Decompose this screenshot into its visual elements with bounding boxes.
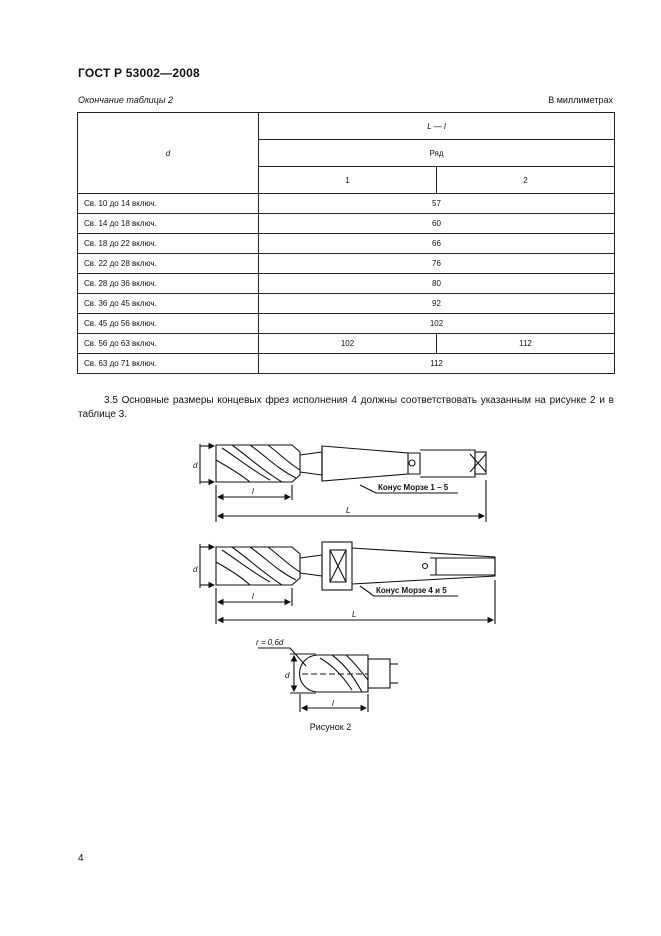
cell-d: Св. 56 до 63 включ. [78, 334, 259, 354]
label-l-3: l [332, 699, 334, 708]
header-d: d [78, 113, 259, 194]
cell-value-row2: 112 [437, 334, 615, 354]
label-l-2: l [252, 592, 254, 601]
table-units: В миллиметрах [548, 95, 613, 105]
header-row-1: 1 [259, 167, 437, 194]
label-d-2: d [193, 565, 198, 574]
table-row [78, 254, 615, 274]
cell-d: Св. 63 до 71 включ. [78, 354, 259, 374]
table-row [78, 234, 615, 254]
label-radius: r = 0,6d [256, 638, 284, 647]
cell-value: 66 [259, 234, 615, 254]
table-row [78, 354, 615, 374]
cell-value-row1: 102 [259, 334, 437, 354]
cell-value: 57 [259, 194, 615, 214]
figure-caption: Рисунок 2 [309, 722, 352, 732]
cell-d: Св. 18 до 22 включ. [78, 234, 259, 254]
label-cone-1-5: Конус Морзе 1 – 5 [378, 483, 449, 492]
label-l-1: l [252, 487, 254, 496]
cell-d: Св. 14 до 18 включ. [78, 214, 259, 234]
table-row [78, 274, 615, 294]
page-number: 4 [78, 853, 84, 864]
cell-value: 76 [259, 254, 615, 274]
dimensions-table [77, 112, 615, 374]
table-row [78, 294, 615, 314]
label-L-2: L [352, 610, 357, 619]
cell-value: 92 [259, 294, 615, 314]
table-row [78, 214, 615, 234]
cell-value: 60 [259, 214, 615, 234]
table-row [78, 314, 615, 334]
cell-value: 80 [259, 274, 615, 294]
ball-nose-detail [258, 648, 398, 712]
cell-d: Св. 10 до 14 включ. [78, 194, 259, 214]
end-mill-morse-1-5 [216, 445, 486, 482]
paragraph-text: 3.5 Основные размеры концевых фрез исполнения 4 должны соответствовать указанным на рисунке 2 и в таблице 3. [78, 395, 614, 420]
label-d-3: d [285, 671, 290, 680]
cell-value: 112 [259, 354, 615, 374]
paragraph-3-5 [78, 394, 614, 422]
cell-value: 102 [259, 314, 615, 334]
label-cone-4-5: Конус Морзе 4 и 5 [376, 586, 447, 595]
label-d-1: d [193, 461, 198, 470]
cell-d: Св. 28 до 36 включ. [78, 274, 259, 294]
end-mill-morse-4-5 [216, 542, 495, 590]
header-row: Ряд [259, 140, 615, 167]
header-row-2: 2 [437, 167, 615, 194]
cell-d: Св. 45 до 56 включ. [78, 314, 259, 334]
header-L-minus-l: L — l [259, 113, 615, 140]
document-header: ГОСТ Р 53002—2008 [78, 66, 200, 80]
label-L-1: L [346, 506, 351, 515]
cell-d: Св. 22 до 28 включ. [78, 254, 259, 274]
table-caption: Окончание таблицы 2 [78, 95, 173, 105]
table-row [78, 334, 615, 354]
table-row [78, 194, 615, 214]
figure-2-drawing [0, 430, 661, 720]
cell-d: Св. 36 до 45 включ. [78, 294, 259, 314]
